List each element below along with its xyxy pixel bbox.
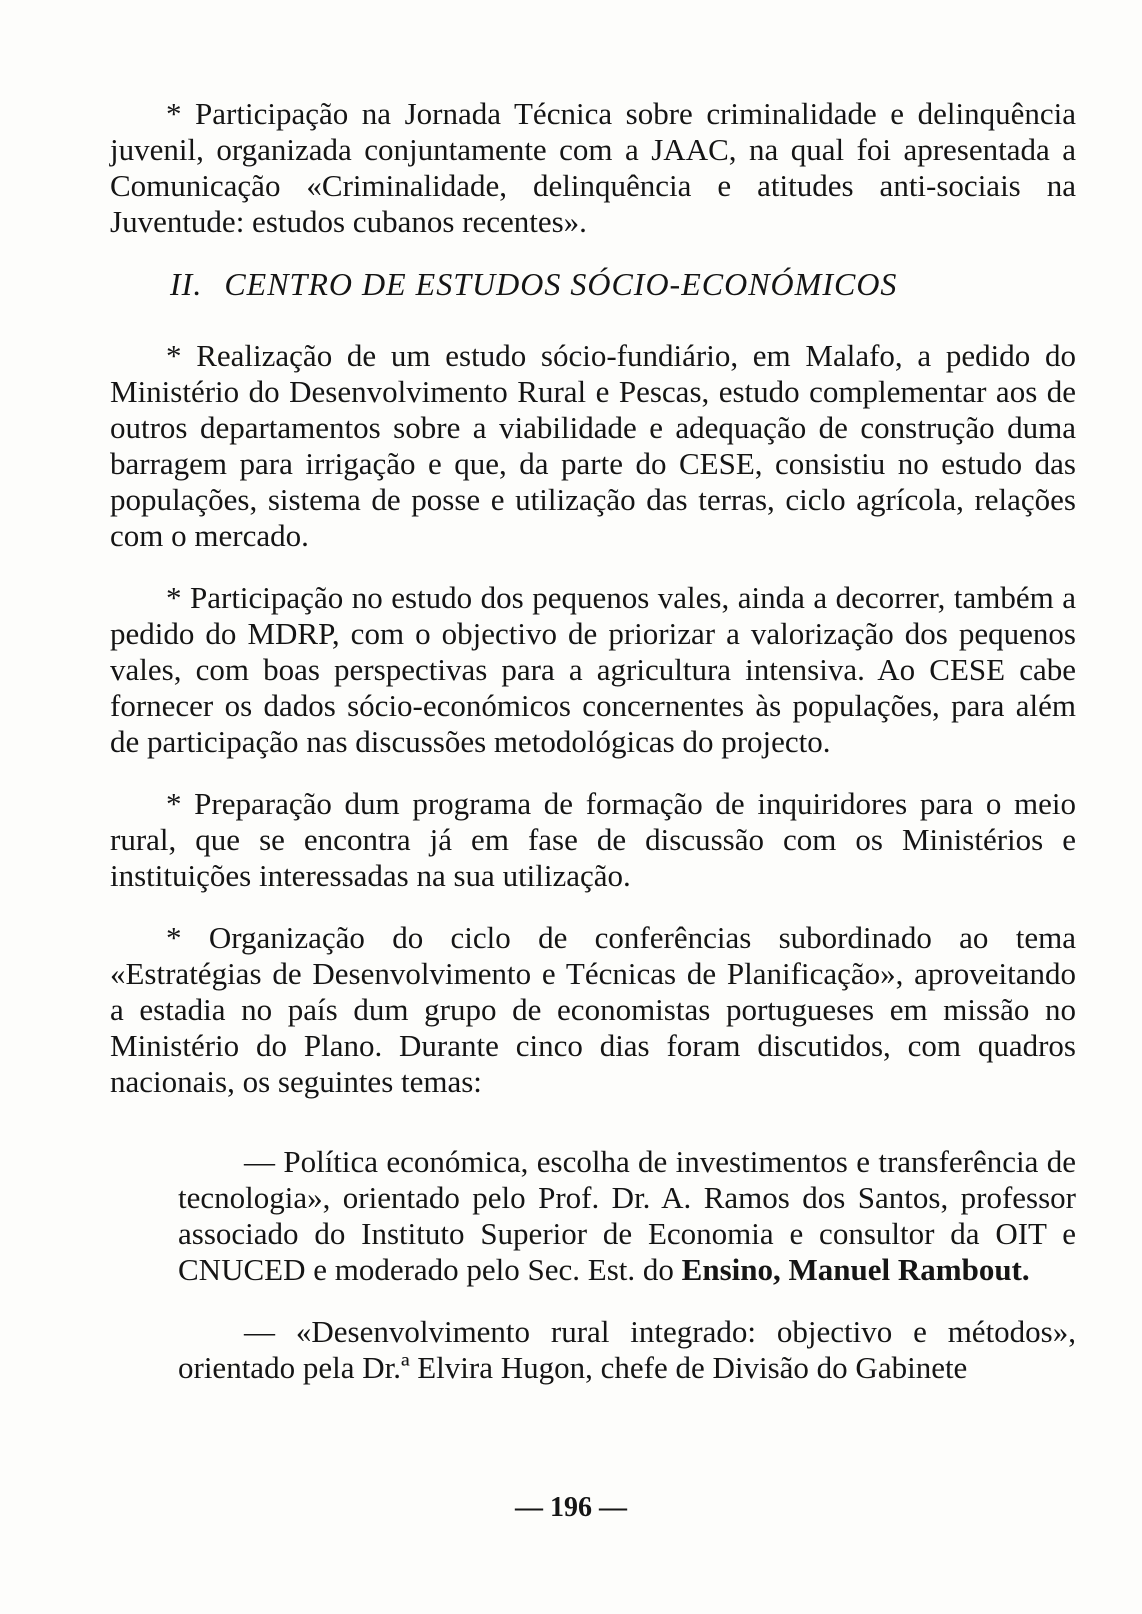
document-page xyxy=(110,96,1076,1386)
paragraph-ciclo-conferencias: * Organização do ciclo de conferências subordinado ao tema «Estratégias de Desenvolvimento e Técnicas de Planificação», aproveitando a estadia no país dum grupo de economistas portugueses em missão no Ministério do Plano. Durante cinco dias foram discutidos, com quadros nacionais, os seguintes temas: xyxy=(110,920,1076,1099)
tema-politica-economica xyxy=(110,1144,1076,1288)
section-title: CENTRO DE ESTUDOS SÓCIO-ECONÓMICOS xyxy=(224,266,898,302)
tema-politica-economica-text: — Política económica, escolha de investimentos e transferência de tecnologia», orientado pelo Prof. Dr. A. Ramos dos Santos, professor associado do Instituto Superior de Economia e consultor da OIT e CNUCED e moderado pelo Sec. Est. do xyxy=(178,1144,1076,1287)
page-number: — 196 — xyxy=(515,1492,627,1523)
paragraph-programa-formacao: * Preparação dum programa de formação de inquiridores para o meio rural, que se encontra já em fase de discussão com os Ministérios e instituições interessadas na sua utilização. xyxy=(110,786,1076,893)
section-number: II. xyxy=(170,266,203,302)
paragraph-jornada-tecnica: * Participação na Jornada Técnica sobre criminalidade e delinquência juvenil, organizada conjuntamente com a JAAC, na qual foi apresentada a Comunicação «Criminalidade, delinquência e atitudes anti-sociais na Juventude: estudos cubanos recentes». xyxy=(110,96,1076,239)
section-heading xyxy=(110,264,1076,304)
tema-desenvolvimento-rural: — «Desenvolvimento rural integrado: objectivo e métodos», orientado pela Dr.ª Elvira Hugon, chefe de Divisão do Gabinete xyxy=(178,1314,1076,1385)
tema-politica-economica-moderator: Ensino, Manuel Rambout. xyxy=(681,1252,1030,1287)
paragraph-pequenos-vales: * Participação no estudo dos pequenos vales, ainda a decorrer, também a pedido do MDRP, com o objectivo de priorizar a valorização dos pequenos vales, com boas perspectivas para a agricultura intensiva. Ao CESE cabe fornecer os dados sócio-económicos concernentes às populações, para além de participação nas discussões metodológicas do projecto. xyxy=(110,580,1076,759)
paragraph-estudo-socio-fundiario: * Realização de um estudo sócio-fundiário, em Malafo, a pedido do Ministério do Desenvolvimento Rural e Pescas, estudo complementar aos de outros departamentos sobre a viabilidade e adequação de construção duma barragem para irrigação e que, da parte do CESE, consistiu no estudo das populações, sistema de posse e utilização das terras, ciclo agrícola, relações com o mercado. xyxy=(110,338,1076,553)
